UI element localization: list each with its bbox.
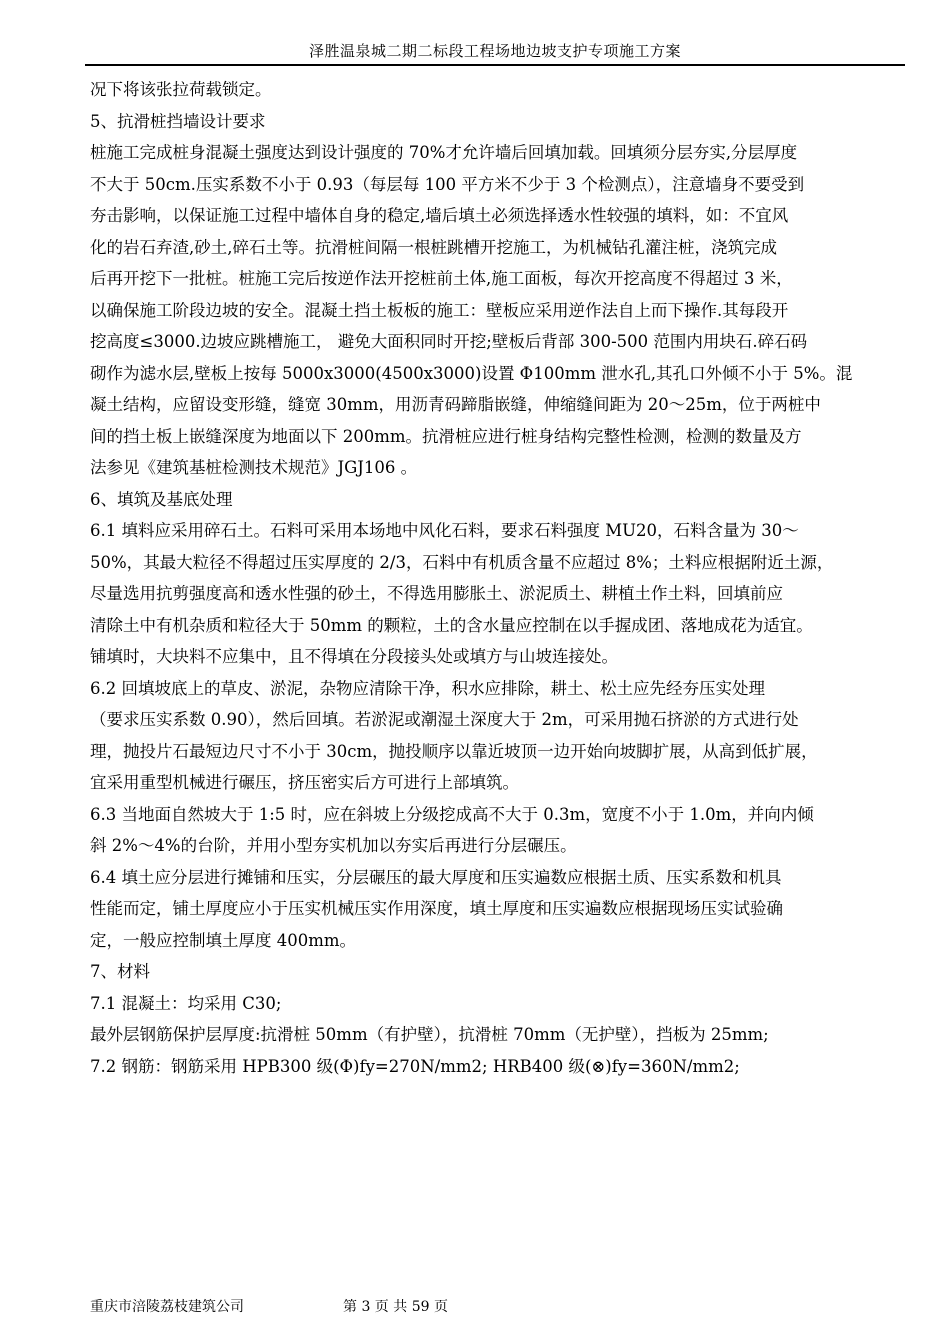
text-line: 挖高度≤3000.边坡应跳槽施工， 避免大面积同时开挖;壁板后背部 300-500 范围内用块石.碎石码: [90, 332, 808, 351]
text-line: 尽量选用抗剪强度高和透水性强的砂土，不得选用膨胀土、淤泥质土、耕植土作土料，回填前应: [90, 584, 783, 603]
text-line: 况下将该张拉荷载锁定。: [90, 80, 272, 99]
text-line: 桩施工完成桩身混凝土强度达到设计强度的 70%才允许墙后回填加载。回填须分层夯实,分层厚度: [90, 143, 798, 162]
text-line: 以确保施工阶段边坡的安全。混凝土挡土板板的施工：壁板应采用逆作法自上而下操作.其每段开: [90, 300, 789, 320]
text-line: 6.3 当地面自然坡大于 1:5 时，应在斜坡上分级挖成高不大于 0.3m，宽度不小于 1.0m，并向内倾: [90, 804, 814, 824]
text-line: 凝土结构，应留设变形缝，缝宽 30mm，用沥青码蹄脂嵌缝，伸缩缝间距为 20～25m，位于两桩中: [90, 395, 821, 414]
page-footer: [90, 1296, 448, 1316]
text-line: 夯击影响，以保证施工过程中墙体自身的稳定,墙后填土必须选择透水性较强的填料，如：不宜风: [90, 206, 789, 225]
text-line: 50%，其最大粒径不得超过压实厚度的 2/3，石料中有机质含量不应超过 8%；土料应根据附近土源，: [90, 552, 834, 572]
document-body: [90, 74, 905, 1082]
text-line: 性能而定，铺土厚度应小于压实机械压实作用深度，填土厚度和压实遍数应根据现场压实试验确: [90, 899, 783, 918]
text-line: 间的挡土板上嵌缝深度为地面以下 200mm。抗滑桩应进行桩身结构完整性检测，检测的数量及方: [90, 426, 802, 446]
text-line: 后再开挖下一批桩。桩施工完后按逆作法开挖桩前土体,施工面板，每次开挖高度不得超过 3 米，: [90, 269, 793, 288]
text-line: 7.1 混凝土：均采用 C30;: [90, 993, 282, 1013]
text-line: 宜采用重型机械进行碾压，挤压密实后方可进行上部填筑。: [90, 773, 519, 792]
text-line: 理，抛投片石最短边尺寸不小于 30cm，抛投顺序以靠近坡顶一边开始向坡脚扩展，从高到低扩展，: [90, 741, 818, 761]
text-line: 7.2 钢筋：钢筋采用 HPB300 级(Φ)fy=270N/mm2; HRB400 级(⊗)fy=360N/mm2;: [90, 1056, 740, 1076]
text-line: 化的岩石弃渣,砂土,碎石土等。抗滑桩间隔一根桩跳槽开挖施工，为机械钻孔灌注桩，浇筑完成: [90, 237, 777, 257]
text-line: 不大于 50cm.压实系数不小于 0.93（每层每 100 平方米不少于 3 个检测点），注意墙身不要受到: [90, 174, 805, 194]
footer-company: 重庆市涪陵荔枝建筑公司: [90, 1299, 244, 1315]
text-line: 清除土中有机杂质和粒径大于 50mm 的颗粒，土的含水量应控制在以手握成团、落地成花为适宜。: [90, 615, 813, 635]
text-line: 定，一般应控制填土厚度 400mm。: [90, 930, 357, 950]
text-line: 6.4 填土应分层进行摊铺和压实，分层碾压的最大厚度和压实遍数应根据土质、压实系数和机具: [90, 867, 782, 887]
text-line: 铺填时，大块料不应集中，且不得填在分段接头处或填方与山坡连接处。: [90, 647, 618, 666]
text-line: 7、材料: [90, 962, 150, 981]
footer-page-number: 第 3 页 共 59 页: [343, 1299, 448, 1315]
text-line: 斜 2%～4%的台阶，并用小型夯实机加以夯实后再进行分层碾压。: [90, 836, 577, 855]
text-line: 6.1 填料应采用碎石土。石料可采用本场地中风化石料，要求石料强度 MU20，石料含量为 30～: [90, 521, 799, 540]
text-line: 6.2 回填坡底上的草皮、淤泥，杂物应清除干净，积水应排除，耕土、松土应先经夯压实处理: [90, 678, 765, 698]
text-line: 法参见《建筑基桩检测技术规范》JGJ106 。: [90, 458, 418, 477]
page-header-title: 泽胜温泉城二期二标段工程场地边坡支护专项施工方案: [85, 40, 905, 66]
text-line: 砌作为滤水层,壁板上按每 5000x3000(4500x3000)设置 Φ100mm 泄水孔,其孔口外倾不小于 5%。混: [90, 363, 853, 383]
text-line: 6、填筑及基底处理: [90, 489, 233, 509]
text-line: 5、抗滑桩挡墙设计要求: [90, 111, 266, 131]
text-line: 最外层钢筋保护层厚度:抗滑桩 50mm（有护壁），抗滑桩 70mm（无护壁），挡板为 25mm;: [90, 1025, 769, 1044]
text-line: （要求压实系数 0.90），然后回填。若淤泥或潮湿土深度大于 2m，可采用抛石挤淤的方式进行处: [90, 710, 799, 729]
